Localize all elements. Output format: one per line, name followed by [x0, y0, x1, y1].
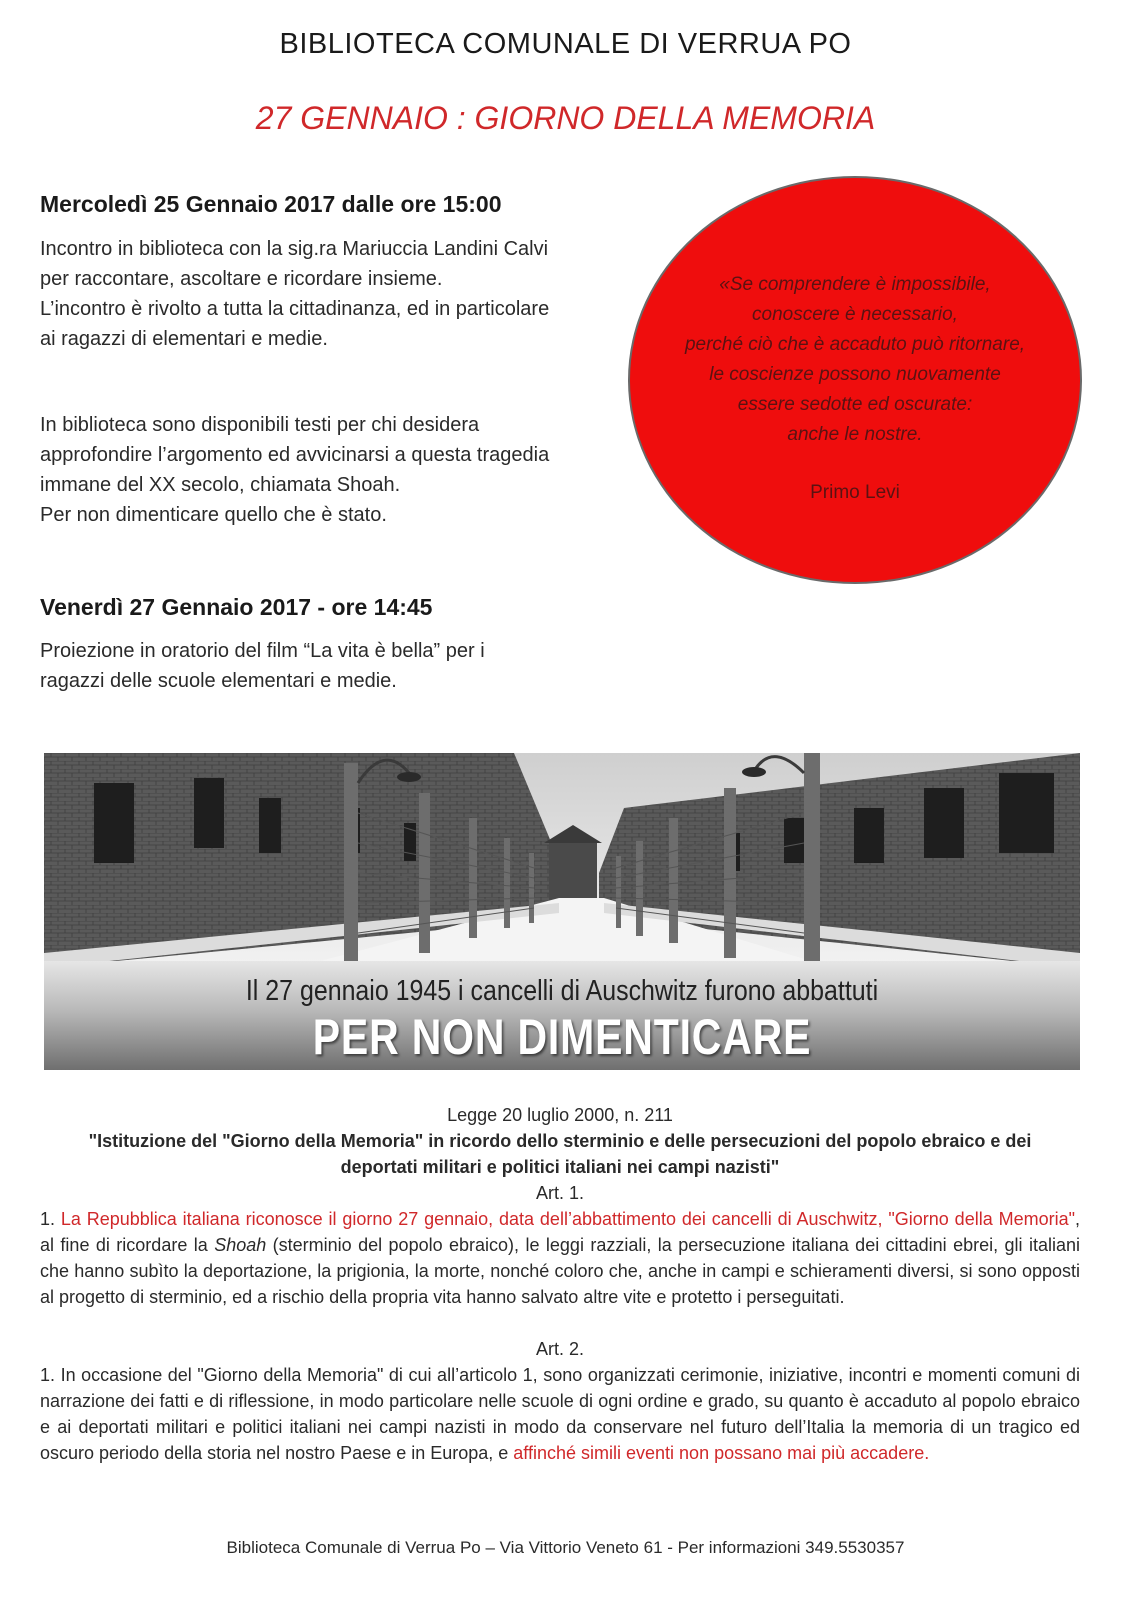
article2-label: Art. 2.: [535, 1339, 584, 1359]
event2-heading: Venerdì 27 Gennaio 2017 - ore 14:45: [40, 594, 433, 620]
quote-line: conoscere è necessario,: [752, 304, 958, 325]
article1-label: Art. 1.: [535, 1183, 584, 1203]
article2-highlight: affinché simili eventi non possano mai più accadere.: [513, 1443, 930, 1463]
banner-subtitle: Il 27 gennaio 1945 i cancelli di Auschwitz furono abbattuti: [245, 975, 879, 1007]
event1-books-note: [40, 410, 610, 530]
quote-line: essere sedotte ed oscurate:: [737, 394, 973, 415]
footer-contact: Biblioteca Comunale di Verrua Po – Via Vittorio Veneto 61 - Per informazioni 349.5530357: [226, 1538, 905, 1557]
banner-title: PER NON DIMENTICARE: [312, 1009, 812, 1065]
event1-line: L’incontro è rivolto a tutta la cittadinanza, ed in particolare: [40, 298, 550, 320]
law-title-line2: deportati militari e politici italiani nei campi nazisti": [340, 1157, 780, 1177]
event1-line: ai ragazzi di elementari e medie.: [40, 328, 328, 350]
article2-body: 1. In occasione del "Giorno della Memoria" di cui all’articolo 1, sono organizzati cerimonie, iniziative, incontri e momenti comuni di narrazione dei fatti e di riflessione, in modo particolare nelle scuole di ogni ordine e grado, su quanto è accaduto al popolo ebraico e ai deportati militari e politici italiani nei campi nazisti in modo da conservare nel futuro dell’Italia la memoria di un tragico ed oscuro periodo della storia nel nostro Paese e in Europa, e: [40, 1365, 1080, 1463]
quote-line: anche le nostre.: [787, 424, 923, 445]
event1-books-line: In biblioteca sono disponibili testi per chi desidera: [40, 414, 480, 436]
event1-books-line: Per non dimenticare quello che è stato.: [40, 504, 387, 526]
article1-text-b: (sterminio del popolo ebraico), le leggi razziali, la persecuzione italiana dei cittadini ebrei, gli italiani che hanno subìto la deportazione, la prigionia, la morte, nonché coloro che, anche in campi e schieramenti diversi, si sono opposti al progetto di sterminio, ed a rischio della propria vita hanno salvato altre vite e protetto i perseguitati.: [40, 1235, 1080, 1307]
article1-text: [40, 1206, 1080, 1310]
quote-line: le coscienze possono nuovamente: [709, 364, 1001, 385]
quote-line: perché ciò che è accaduto può ritornare,: [684, 334, 1026, 355]
event2-line: Proiezione in oratorio del film “La vita è bella” per i: [40, 640, 485, 662]
library-name: BIBLIOTECA COMUNALE DI VERRUA PO: [279, 28, 852, 60]
event1-line: per raccontare, ascoltare e ricordare insieme.: [40, 268, 443, 290]
event1-books-line: approfondire l’argomento ed avvicinarsi a questa tragedia: [40, 444, 550, 466]
article1-shoah: Shoah: [214, 1235, 267, 1255]
page-title: 27 GENNAIO : GIORNO DELLA MEMORIA: [255, 100, 876, 136]
article1-number: 1.: [40, 1209, 61, 1229]
event1-description: [40, 234, 610, 354]
event2-description: [40, 636, 610, 696]
quote-line: «Se comprendere è impossibile,: [719, 274, 991, 295]
event1-books-line: immane del XX secolo, chiamata Shoah.: [40, 474, 401, 496]
event1-line: Incontro in biblioteca con la sig.ra Mariuccia Landini Calvi: [40, 238, 549, 260]
law-reference: Legge 20 luglio 2000, n. 211: [447, 1105, 673, 1125]
article1-text-a: , al fine di ricordare la: [40, 1209, 1080, 1255]
law-title-line1: "Istituzione del "Giorno della Memoria" in ricordo dello sterminio e delle persecuzioni del popolo ebraico e dei: [88, 1131, 1032, 1151]
quote-author: Primo Levi: [810, 482, 900, 503]
event2-line: ragazzi delle scuole elementari e medie.: [40, 670, 397, 692]
article1-highlight: La Repubblica italiana riconosce il giorno 27 gennaio, data dell’abbattimento dei cancelli di Auschwitz, "Giorno della Memoria": [60, 1209, 1075, 1229]
article2-text: [40, 1362, 1080, 1466]
event1-heading: Mercoledì 25 Gennaio 2017 dalle ore 15:00: [40, 191, 502, 217]
quote-text: [640, 270, 1070, 450]
